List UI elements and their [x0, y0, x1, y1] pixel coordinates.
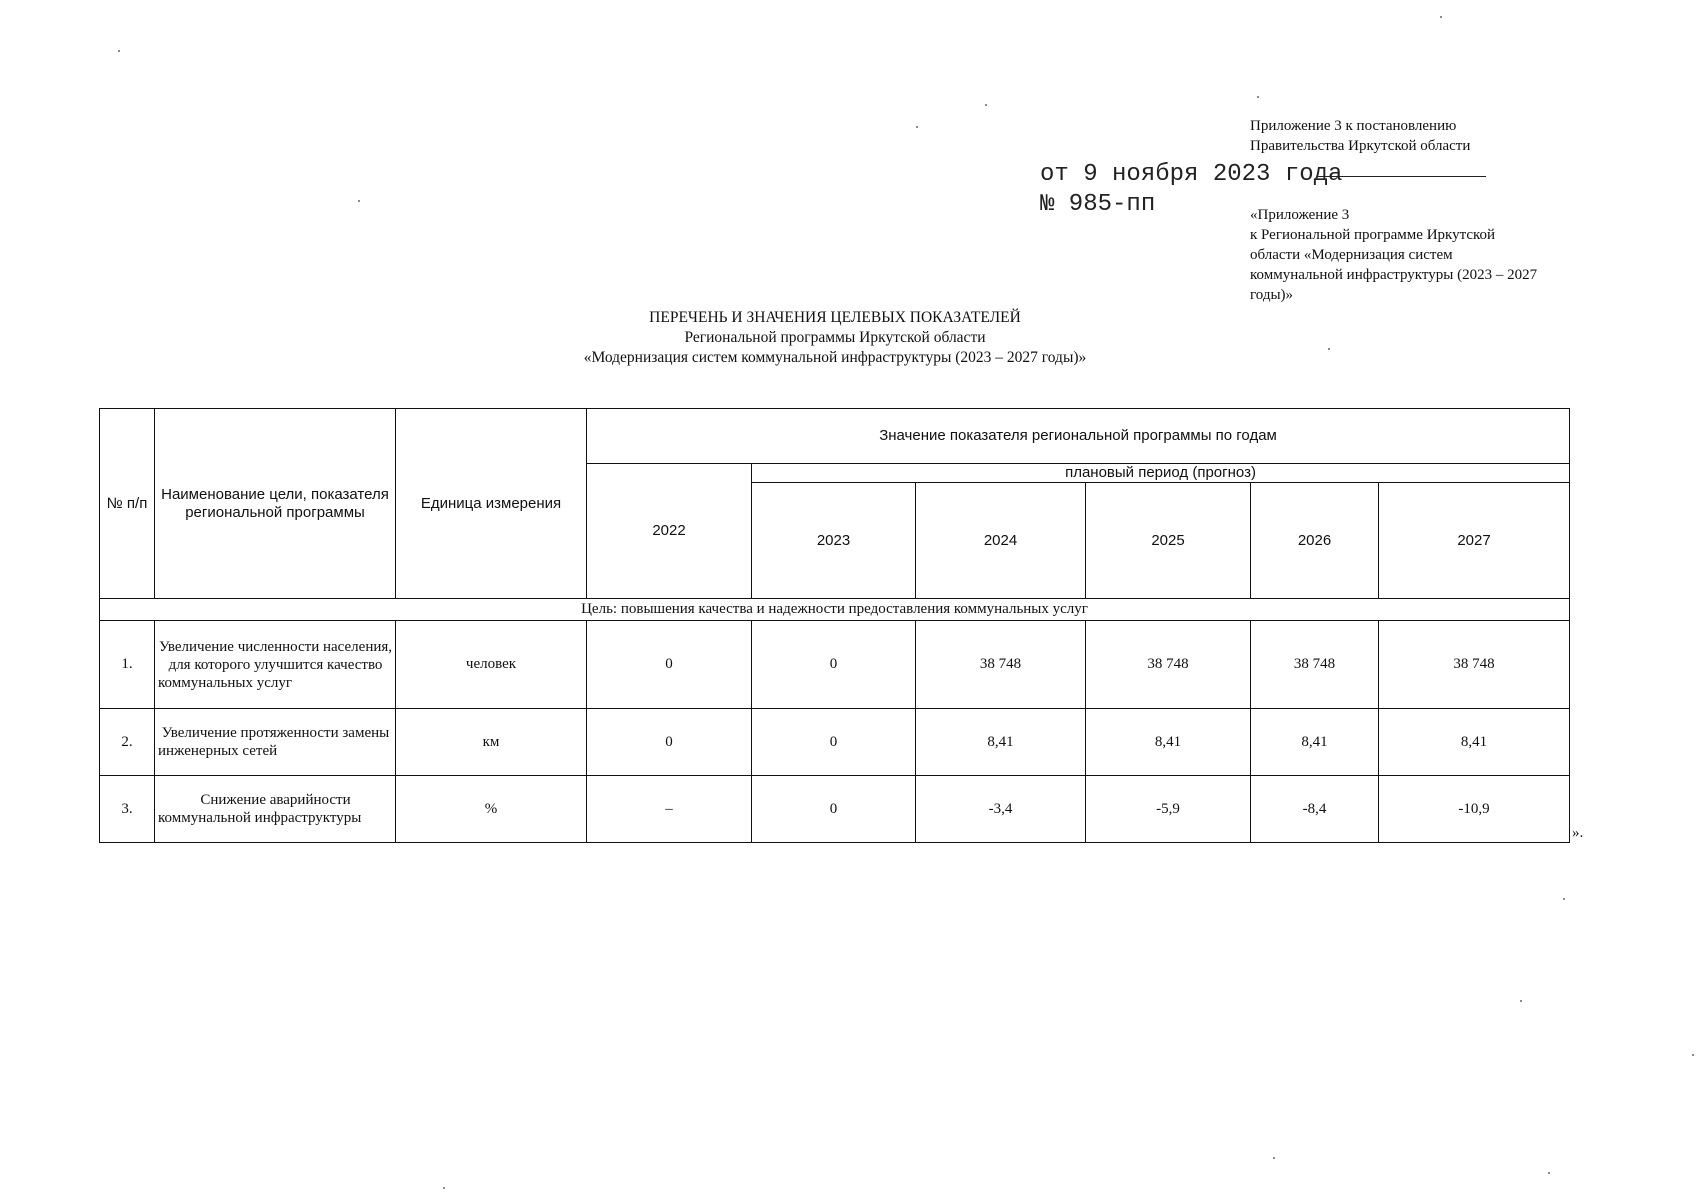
row-value-2025: 38 748 [1086, 621, 1251, 709]
row-unit: % [396, 776, 587, 843]
title-line-1: ПЕРЕЧЕНЬ И ЗНАЧЕНИЯ ЦЕЛЕВЫХ ПОКАЗАТЕЛЕЙ [649, 309, 1021, 326]
row-indicator-name: Увеличение численности населения, для которого улучшится качество коммунальных услуг [155, 621, 396, 709]
annex-reference [1250, 205, 1580, 305]
stamp-number: № 985-пп [1040, 191, 1156, 218]
scan-speck [1563, 898, 1565, 900]
scan-speck [1440, 16, 1442, 18]
closing-quote: ». [1572, 825, 1584, 841]
stamp-date: от 9 ноября 2023 года [1040, 161, 1343, 188]
document-title [540, 308, 1130, 368]
header-year-2026: 2026 [1251, 483, 1379, 599]
row-value-2027: -10,9 [1379, 776, 1570, 843]
header-number: № п/п [100, 409, 155, 599]
row-value-2024: 8,41 [916, 709, 1086, 776]
row-value-2026: 8,41 [1251, 709, 1379, 776]
row-unit: человек [396, 621, 587, 709]
header-unit: Единица измерения [396, 409, 587, 599]
header-year-2025: 2025 [1086, 483, 1251, 599]
scan-speck [1520, 1000, 1522, 1002]
row-number: 2. [100, 709, 155, 776]
header-indicator-name: Наименование цели, показателя региональной программы [155, 409, 396, 599]
row-value-2024: -3,4 [916, 776, 1086, 843]
annex-line-3: области «Модернизация систем [1250, 247, 1453, 263]
row-value-2025: 8,41 [1086, 709, 1251, 776]
scan-speck [1548, 1172, 1550, 1174]
scan-speck [1328, 348, 1330, 350]
goal-row: Цель: повышения качества и надежности предоставления коммунальных услуг [100, 599, 1570, 621]
scan-speck [443, 1187, 445, 1189]
scan-speck [1257, 96, 1259, 98]
annex-line-2: к Региональной программе Иркутской [1250, 227, 1496, 243]
row-value-2023: 0 [752, 621, 916, 709]
title-line-3: «Модернизация систем коммунальной инфраструктуры (2023 – 2027 годы)» [583, 349, 1087, 366]
scan-speck [358, 200, 360, 202]
row-value-2024: 38 748 [916, 621, 1086, 709]
title-line-2: Региональной программы Иркутской области [684, 329, 986, 346]
appendix-line-1: Приложение 3 к постановлению [1250, 118, 1457, 134]
row-number: 1. [100, 621, 155, 709]
header-values-by-year: Значение показателя региональной программы по годам [587, 409, 1570, 464]
scan-speck [1273, 1157, 1275, 1159]
scan-speck [916, 126, 918, 128]
row-value-2027: 8,41 [1379, 709, 1570, 776]
row-value-2026: -8,4 [1251, 776, 1379, 843]
annex-line-5: годы)» [1250, 287, 1294, 303]
row-value-2025: -5,9 [1086, 776, 1251, 843]
annex-line-1: «Приложение 3 [1250, 207, 1350, 223]
header-planned-period: плановый период (прогноз) [752, 464, 1570, 483]
row-unit: км [396, 709, 587, 776]
scan-speck [985, 104, 987, 106]
stamp-underline [1318, 176, 1486, 177]
table-row [100, 621, 1570, 709]
row-indicator-name: Снижение аварийности коммунальной инфраструктуры [155, 776, 396, 843]
row-value-2026: 38 748 [1251, 621, 1379, 709]
table-row [100, 709, 1570, 776]
header-year-2027: 2027 [1379, 483, 1570, 599]
header-year-2022: 2022 [587, 464, 752, 599]
scan-speck [118, 50, 120, 52]
header-year-2024: 2024 [916, 483, 1086, 599]
appendix-line-2: Правительства Иркутской области [1250, 138, 1471, 154]
annex-line-4: коммунальной инфраструктуры (2023 – 2027 [1250, 267, 1538, 283]
header-year-2023: 2023 [752, 483, 916, 599]
row-value-2023: 0 [752, 776, 916, 843]
row-value-2022: 0 [587, 709, 752, 776]
row-value-2023: 0 [752, 709, 916, 776]
row-value-2027: 38 748 [1379, 621, 1570, 709]
indicators-table [99, 408, 1570, 843]
row-number: 3. [100, 776, 155, 843]
row-value-2022: – [587, 776, 752, 843]
table-row [100, 776, 1570, 843]
row-value-2022: 0 [587, 621, 752, 709]
appendix-reference [1250, 116, 1580, 156]
scan-speck [1692, 1054, 1694, 1056]
row-indicator-name: Увеличение протяженности замены инженерных сетей [155, 709, 396, 776]
